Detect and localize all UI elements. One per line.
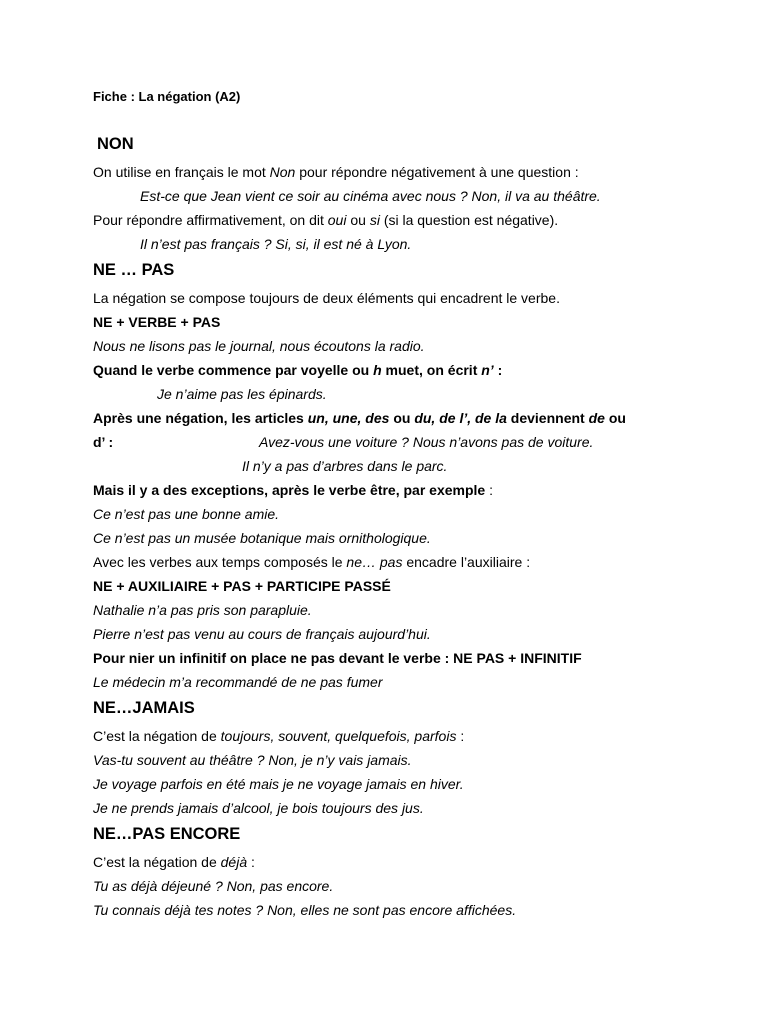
document-title: Fiche : La négation (A2) (93, 89, 241, 104)
example-sentence: Il n’est pas français ? Si, si, il est né à Lyon. (140, 236, 412, 252)
formula: NE + AUXILIAIRE + PAS + PARTICIPE PASSÉ (93, 578, 391, 594)
example-sentence: Est-ce que Jean vient ce soir au cinéma avec nous ? Non, il va au théâtre. (140, 188, 601, 204)
paragraph: C’est la négation de toujours, souvent, quelquefois, parfois : (93, 728, 465, 744)
formula: NE + VERBE + PAS (93, 314, 221, 330)
paragraph: On utilise en français le mot Non pour répondre négativement à une question : (93, 164, 579, 180)
example-sentence: Il n’y a pas d’arbres dans le parc. (242, 458, 448, 474)
example-sentence: Ce n’est pas une bonne amie. (93, 506, 280, 522)
example-sentence: Avez-vous une voiture ? Nous n’avons pas de voiture. (259, 434, 594, 450)
section-heading-ne-pas-encore: NE…PAS ENCORE (93, 825, 241, 843)
example-sentence: Tu connais déjà tes notes ? Non, elles ne sont pas encore affichées. (93, 902, 517, 918)
rule-text: Pour nier un infinitif on place ne pas devant le verbe : NE PAS + INFINITIF (93, 650, 582, 666)
section-heading-ne-jamais: NE…JAMAIS (93, 699, 195, 717)
section-heading-non: NON (97, 135, 134, 153)
rule-text: d’ : (93, 434, 114, 450)
example-sentence: Nathalie n’a pas pris son parapluie. (93, 602, 312, 618)
example-sentence: Vas-tu souvent au théâtre ? Non, je n’y vais jamais. (93, 752, 412, 768)
rule-text: Après une négation, les articles un, une, des ou du, de l’, de la deviennent de ou (93, 410, 626, 426)
paragraph: C’est la négation de déjà : (93, 854, 255, 870)
example-sentence: Ce n’est pas un musée botanique mais ornithologique. (93, 530, 431, 546)
paragraph: La négation se compose toujours de deux éléments qui encadrent le verbe. (93, 290, 560, 306)
example-sentence: Tu as déjà déjeuné ? Non, pas encore. (93, 878, 334, 894)
paragraph: Pour répondre affirmativement, on dit oui ou si (si la question est négative). (93, 212, 559, 228)
rule-text: Quand le verbe commence par voyelle ou h muet, on écrit n’ : (93, 362, 503, 378)
example-sentence: Je n’aime pas les épinards. (157, 386, 327, 402)
rule-text: Mais il y a des exceptions, après le verbe être, par exemple : (93, 482, 493, 498)
example-sentence: Je voyage parfois en été mais je ne voyage jamais en hiver. (93, 776, 464, 792)
paragraph: Avec les verbes aux temps composés le ne… pas encadre l’auxiliaire : (93, 554, 531, 570)
example-sentence: Pierre n’est pas venu au cours de français aujourd’hui. (93, 626, 431, 642)
example-sentence: Je ne prends jamais d’alcool, je bois toujours des jus. (93, 800, 424, 816)
example-sentence: Le médecin m’a recommandé de ne pas fumer (93, 674, 383, 690)
example-sentence: Nous ne lisons pas le journal, nous écoutons la radio. (93, 338, 425, 354)
section-heading-ne-pas: NE … PAS (93, 261, 175, 279)
